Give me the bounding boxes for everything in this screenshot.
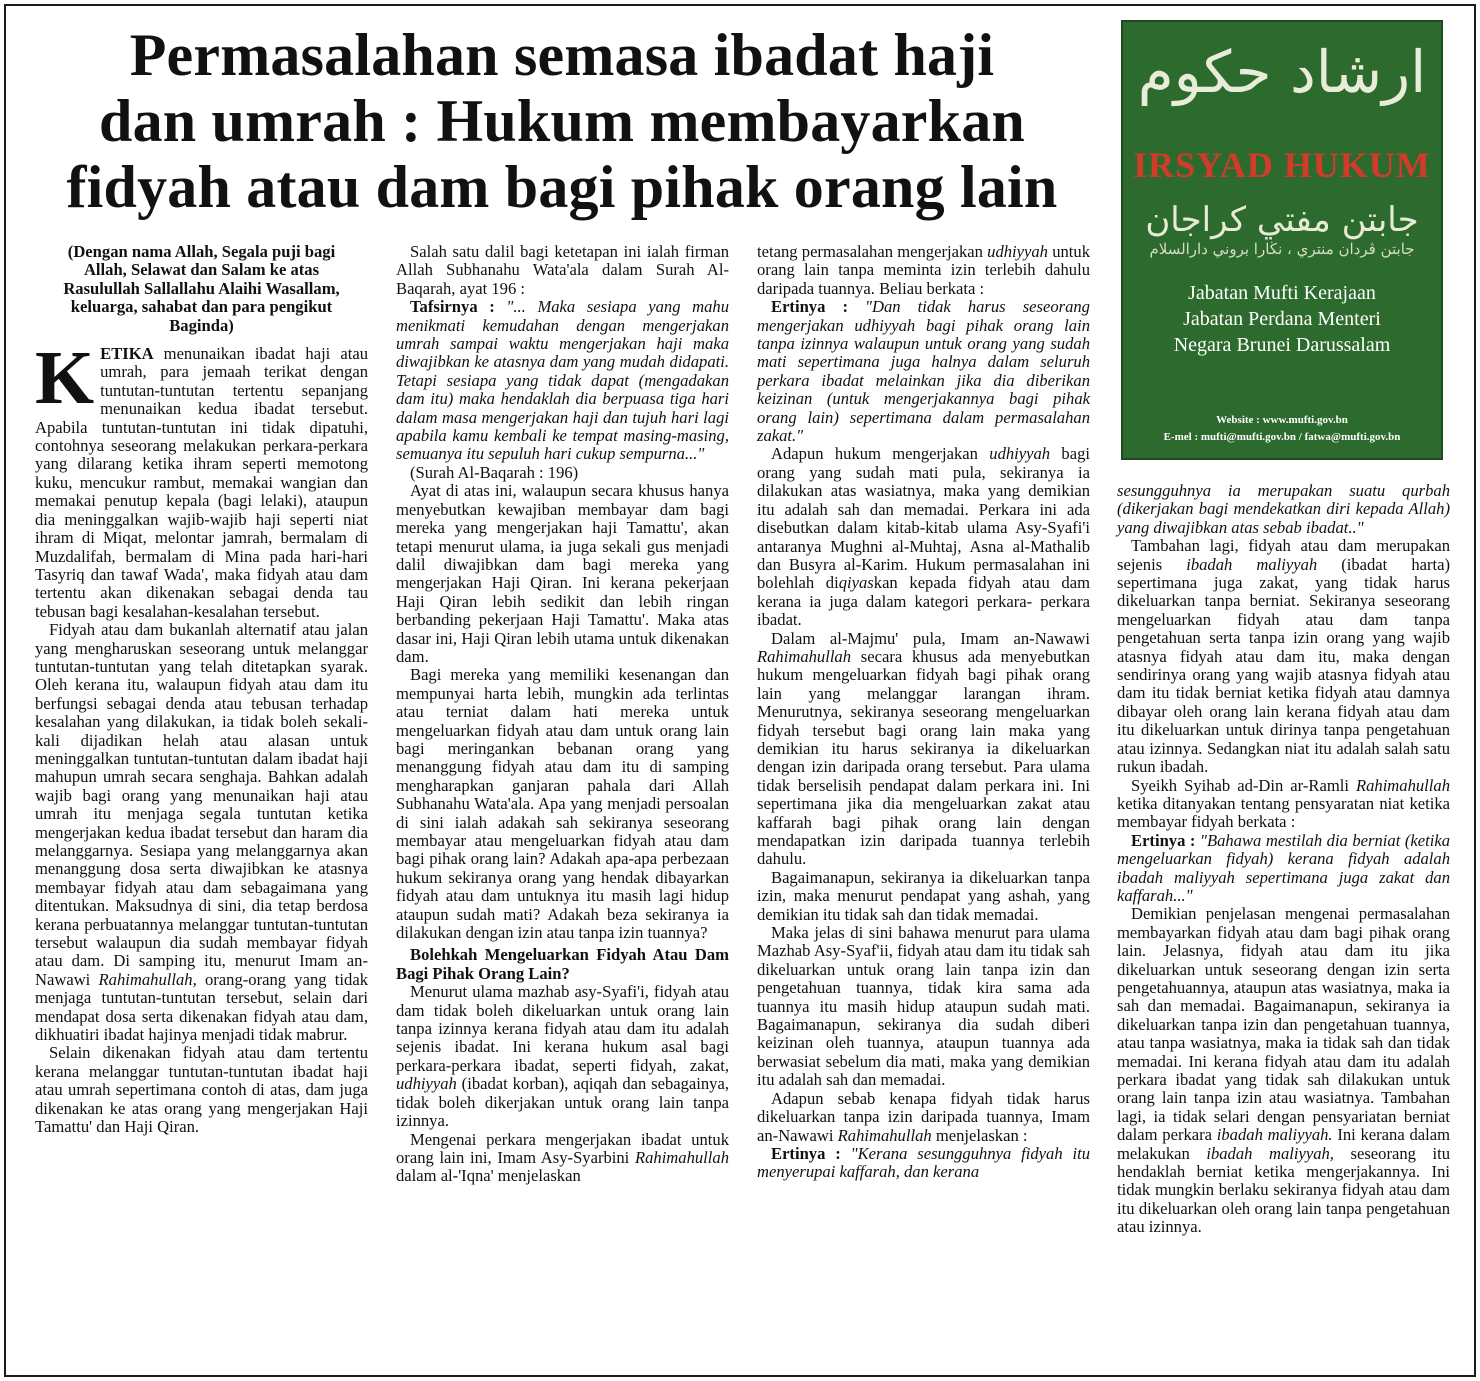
col3-p6-text-a: Adapun sebab kenapa fidyah tidak harus dikeluarkan tanpa izin daripada tuannya, Imam an-Nawawi — [757, 1088, 1090, 1145]
ertinya-text-1: "Dan tidak harus seseorang mengerjakan udhiyyah bagi pihak orang lain tanpa izinnya walaupun untuk orang yang sudah mati sepertimana juga halnya dalam seluruh perkara ibadat melainkan jika dia diberikan keizinan (untuk mengerjakannya bagi pihak orang lain) sepertimana dalam permasalahan zakat." — [757, 297, 1090, 446]
col3-paragraph-5: Maka jelas di sini bahawa menurut para ulama Mazhab Asy-Syaf'ii, fidyah atau dam itu tidak sah dikeluarkan untuk orang lain tanpa izin dan pengetahuan tuannya, tidak kira sama ada tuannya itu masih hidup ataupun sudah mati. Bagaimanapun, sekiranya dia sudah diberi keizinan oleh tuannya, ataupun tuannya ada berwasiat sebelum dia mati, maka yang demikian itu adalah sah dan memadai. — [757, 923, 1090, 1090]
col3-p1-italic: udhiyyah — [987, 242, 1048, 261]
col4-p1-italic: ibadah maliyyah — [1186, 554, 1318, 574]
col2-paragraph-4 — [396, 983, 729, 1130]
col3-paragraph-1 — [757, 243, 1090, 298]
article-column-1 — [35, 243, 368, 1137]
logo-line-1: Jabatan Mufti Kerajaan — [1188, 282, 1376, 304]
headline-line-3: fidyah atau dam bagi pihak orang lain — [66, 154, 1058, 220]
col1-paragraph-1 — [35, 336, 368, 621]
col2-paragraph-5 — [396, 1131, 729, 1186]
col4-ertinya-text: "Bahawa mestilah dia berniat (ketika mengeluarkan fidyah) kerana fidyah adalah ibadah maliyyah sepertimana juga zakat dan kaffarah..." — [1117, 830, 1450, 905]
col1-p2-text-a: Fidyah atau dam bukanlah alternatif atau jalan yang mengharuskan seseorang untuk melanggar tuntutan-tuntutan yang telah ditetapkan syarak. Oleh kerana itu, walaupun fidyah atau dam itu berfungsi sebagai denda atau tebusan terhadap kesalahan yang dilakukan, ia tidak boleh sekali-kali dijadikan helah atau alasan untuk meninggalkan tuntutan-tuntutan dalam ibadat haji mahupun umrah secara senghaja. Bahkan adalah wajib bagi orang yang menunaikan haji atau umrah itu menjaga segala tuntutan ketika mengerjakan kedua ibadat tersebut dan haram dia melanggarnya. Sesiapa yang melanggarnya akan menanggung dosa serta diwajibkan ke atasnya membayar fidyah atau dam sebagaimana yang ditentukan. Maksudnya di sini, dia tetap berdosa kerana perbuatannya melanggar tuntutan-tuntutan tersebut walaupun dia sudah membayar fidyah atau dam. Di samping itu, menurut Imam an-Nawawi — [35, 620, 368, 989]
logo-line-2: Jabatan Perdana Menteri — [1183, 308, 1381, 330]
col3-p3-text-b: secara khusus ada menyebutkan hukum mengeluarkan fidyah bagi pihak orang lain yang melanggar larangan ihram. Menurutnya, sekiranya seseorang mengeluarkan fidyah tersebut bagi orang lain maka yang demikian itu harus sekiranya ia dikeluarkan dengan izin daripada orang tersebut. Para ulama tidak berselisih pendapat dalam perkara ini. Ini sepertimana jika dia mengeluarkan zakat atau kaffarah bagi pihak orang lain dengan mendapatkan izin daripada tuannya terlebih dahulu. — [757, 646, 1090, 869]
surah-reference: (Surah Al-Baqarah : 196) — [410, 462, 579, 482]
col2-p4-text-a: Menurut ulama mazhab asy-Syafi'i, fidyah atau dam tidak boleh dikeluarkan untuk orang lain tanpa izinnya kerana fidyah atau dam itu adalah sejenis ibadat. Ini kerana hukum asal bagi perkara-perkara ibadat, seperti fidyah, zakat, — [396, 982, 729, 1075]
ertinya-label-2: Ertinya : — [771, 1143, 841, 1163]
headline — [12, 22, 1112, 220]
section-subheading: Bolehkah Mengeluarkan Fidyah Atau Dam Bagi Pihak Orang Lain? — [396, 945, 729, 983]
col4-p3-text-a: Demikian penjelasan mengenai permasalahan membayarkan fidyah atau dam bagi pihak orang lain. Jelasnya, fidyah atau dam itu jika dikeluarkan untuk seseorang dengan izin serta pengetahuannya, ataupun atas wasiatnya, maka ia sah dan memadai. Bagaimanapun, sekiranya ia dikeluarkan tanpa izin dan pengetahuan tuannya, atau tanpa wasiatnya, maka ia tidak sah dan tidak memadai. Ini kerana fidyah atau dam itu adalah perkara ibadat yang tidak sah dilakukan untuk orang lain tanpa izin atau wasiatnya. Tambahan lagi, ia tidak selari dengan pensyariatan berniat dalam perkara — [1117, 904, 1450, 1145]
col4-p2-text-b: ketika ditanyakan tentang pensyaratan niat ketika membayar fidyah berkata : — [1117, 793, 1450, 832]
col3-p3-italic: Rahimahullah — [757, 646, 852, 666]
tafsir-text: "... Maka sesiapa yang mahu menikmati kemudahan dengan mengerjakan umrah sampai waktu mengerjakan haji maka diwajibkan ke atasnya dam yang mudah didapati. Tetapi sesiapa yang tidak dapat (mengadakan dam itu) maka hendaklah dia berpuasa tiga hari dalam masa mengerjakan haji dan tujuh hari lagi apabila kamu kembali ke tempat masing-masing, semuanya itu sepuluh hari cukup sempurna..." — [396, 297, 729, 464]
col4-p3-italic-2: ibadah maliyyah, — [1206, 1143, 1334, 1163]
col3-p2-text-a: Adapun hukum mengerjakan — [771, 444, 990, 464]
col3-p2-text-c: kan kepada fidyah atau dam kerana ia juga dalam kategori perkara- perkara ibadat. — [757, 573, 1091, 630]
drop-cap: K — [35, 336, 95, 421]
logo-arabic-org-sub: جابتن ڤردان منتري ، نڬارا بروني دارالسلام — [1149, 240, 1415, 258]
lead-word: ETIKA — [100, 344, 154, 364]
ertinya-label-1: Ertinya : — [771, 297, 848, 317]
col3-p3-text-a: Dalam al-Majmu' pula, Imam an-Nawawi — [771, 628, 1090, 648]
col4-continuation — [1117, 482, 1450, 537]
logo-arabic-calligraphy: ارشاد حكوم — [1137, 38, 1427, 106]
col2-paragraph-2: Ayat di atas ini, walaupun secara khusus hanya menyebutkan kewajiban membayar dam bagi mereka yang mengerjakan haji Tamattu', akan tetapi menurut ulama, ia juga sekali gus menjadi dalil diwajibkan dam bagi mereka yang mengerjakan Haji Qiran. Ini kerana pekerjaan Haji Qiran lebih sedikit dan lebih ringan berbanding pekerjaan Haji Tamattu'. Maka atas dasar ini, Haji Qiran lebih utama untuk dikenakan dam. — [396, 481, 729, 666]
col3-p2-italic-2: qiyas — [838, 573, 874, 593]
col3-ertinya-1 — [757, 298, 1090, 445]
col3-paragraph-3 — [757, 630, 1090, 869]
col3-paragraph-2 — [757, 445, 1090, 629]
col4-p2-italic: Rahimahullah — [1355, 775, 1450, 795]
logo-arabic-org: جابتن مفتي كراجان — [1145, 200, 1419, 240]
col2-p4-italic: udhiyyah — [396, 1074, 457, 1094]
logo-line-3: Negara Brunei Darussalam — [1173, 334, 1391, 356]
col4-ertinya-label: Ertinya : — [1131, 830, 1196, 850]
article-column-3 — [757, 243, 1090, 1182]
col2-p5-text-a: Mengenai perkara mengerjakan ibadat untuk orang lain ini, Imam Asy-Syarbini — [396, 1129, 729, 1167]
col2-paragraph-1: Salah satu dalil bagi ketetapan ini ialah firman Allah Subhanahu Wata'ala dalam Surah Al-Baqarah, ayat 196 : — [396, 242, 729, 298]
intro-blessing: (Dengan nama Allah, Segala puji bagi Allah, Selawat dan Salam ke atas Rasulullah Sallallahu Alaihi Wasallam, keluarga, sahabat dan para pengikut Baginda) — [63, 242, 340, 335]
col4-p3-text-c: seseorang itu hendaklah berniat ketika mengerjakannya. Ini tidak mungkin berlaku sekiranya fidyah atau dam itu dikeluarkan oleh orang lain tanpa pengetahuan atau izinnya. — [1117, 1143, 1450, 1237]
col3-ertinya-2 — [757, 1145, 1090, 1182]
col3-p2-italic-1: udhiyyah — [989, 444, 1051, 464]
article-column-2 — [396, 243, 729, 1186]
col2-p5-text-b: dalam al-'Iqna' menjelaskan — [396, 1166, 581, 1186]
logo-email: E-mel : mufti@mufti.gov.bn / fatwa@mufti.gov.bn — [1163, 431, 1401, 443]
col4-paragraph-2 — [1117, 777, 1450, 832]
col4-ertinya — [1117, 832, 1450, 906]
col3-paragraph-6 — [757, 1090, 1090, 1145]
col4-continuation-text: sesungguhnya ia merupakan suatu qurbah (dikerjakan bagi mendekatkan diri kepada Allah) yang diwajibkan atas sebab ibadat.." — [1117, 481, 1450, 537]
col3-paragraph-4: Bagaimanapun, sekiranya ia dikeluarkan tanpa izin, maka menurut pendapat yang ashah, yang demikian itu tidak sah dan tidak memadai. — [757, 867, 1090, 924]
logo-website: Website : www.mufti.gov.bn — [1216, 414, 1348, 426]
tafsir-label: Tafsirnya : — [410, 297, 495, 317]
logo-title: IRSYAD HUKUM — [1133, 145, 1431, 185]
col4-p2-text-a: Syeikh Syihab ad-Din ar-Ramli — [1131, 775, 1356, 795]
col4-p3-italic-1: ibadah maliyyah. — [1216, 1125, 1333, 1145]
col1-paragraph-3: Selain dikenakan fidyah atau dam tertentu kerana melanggar tuntutan-tuntutan ibadat haji atau umrah sepertimana contoh di atas, dam juga dikenakan ke atas orang yang mengerjakan Haji Tamattu' dan Haji Qiran. — [35, 1043, 368, 1137]
col1-paragraph-2 — [35, 621, 368, 1044]
col2-paragraph-3: Bagi mereka yang memiliki kesenangan dan mempunyai harta lebih, mungkin ada terlintas atau terniat dalam hati mereka untuk mengeluarkan fidyah atau dam untuk orang lain bagi meringankan bebanan orang yang menanggung fidyah atau dam itu di samping mengharapkan ganjaran pahala dari Allah Subhanahu Wata'ala. Apa yang menjadi persoalan di sini ialah adakah sah sekiranya seseorang membayar atau mengeluarkan fidyah atau dam bagi pihak orang lain? Adakah apa-apa perbezaan hukum sekiranya orang yang hendak dibayarkan fidyah atau dam untuknya itu masih lagi hidup ataupun sudah mati? Adakah beza sekiranya ia dilakukan dengan izin atau tanpa izin tuannya? — [396, 665, 729, 943]
headline-line-1: Permasalahan semasa ibadat haji — [129, 22, 995, 88]
headline-line-2: dan umrah : Hukum membayarkan — [99, 88, 1025, 154]
col3-p6-text-b: menjelaskan : — [931, 1125, 1028, 1145]
col4-p3-text-b: Ini kerana dalam melakukan — [1117, 1125, 1450, 1163]
article-column-4 — [1117, 482, 1450, 1237]
col4-p1-text-b: (ibadat harta) sepertimana juga zakat, yang tidak harus dikeluarkan tanpa berniat. Sekiranya seseorang mengeluarkan fidyah atau dam tanpa pengetahuan serta tanpa izin orang yang wajib atasnya fidyah atau dam itu, maka dengan sendirinya orang yang wajib atasnya fidyah atau dam itu tidak berniat ketika fidyah atau damnya dibayar oleh orang lain kerana fidyah atau dam itu dikeluarkan untuk dirinya tanpa pengetahuan atau izinnya. Sedangkan niat itu adalah salah satu rukun ibadah. — [1117, 554, 1451, 777]
col3-p2-text-b: bagi orang yang sudah mati pula, sekiranya ia dilakukan atas wasiatnya, maka yang demikian itu adalah sah dan memadai. Perkara ini ada disebutkan dalam kitab-kitab ulama Asy-Syafi'i antaranya Mughni al-Muhtaj, Asna al-Mathalib dan Busyra al-Karim. Hukum permasalahan ini bolehlah di — [757, 444, 1090, 593]
col2-tafsir — [396, 298, 729, 464]
col2-p5-italic: Rahimahullah — [634, 1147, 729, 1167]
irsyad-hukum-logo — [1121, 20, 1443, 460]
col3-p1-text-b: untuk orang lain tanpa meminta izin terlebih dahulu daripada tuannya. Beliau berkata : — [757, 242, 1090, 298]
col4-paragraph-3 — [1117, 905, 1450, 1236]
col1-p2-italic: Rahimahullah, — [98, 969, 197, 989]
col1-p2-text-b: orang-orang yang tidak menjaga tuntutan-tuntutan tersebut, selain dari mendapat dosa serta dikenakan fidyah atau dam, dikhuatiri ibadat hajinya menjadi tidak mabrur. — [35, 969, 368, 1045]
col1-p1-text: menunaikan ibadat haji atau umrah, para jemaah terikat dengan tuntutan-tuntutan tertentu sepanjang menunaikan kedua ibadat tersebut. Apabila tuntutan-tuntutan ini tidak dipatuhi, contohnya seseorang melakukan perkara-perkara yang dilarang ketika ihram seperti memotong kuku, mencukur rambut, memakai wangian dan memakai penutup kepala (bagi lelaki), ataupun dia meninggalkan wajib-wajib haji seperti niat ihram di Miqat, melontar jamrah, bermalam di Muzdalifah, bermalam di Mina pada hari-hari Tasyriq dan tawaf Wada', maka fidyah atau dam tertentu akan dikenakan sebagai denda tau tebusan bagi kesalahan-kesalahan tersebut. — [35, 344, 368, 621]
col2-p4-text-b: (ibadat korban), aqiqah dan sebagainya, tidak boleh dikerjakan untuk orang lain tanpa izinnya. — [396, 1074, 729, 1131]
col3-p1-text-a: tetang permasalahan mengerjakan — [757, 242, 988, 261]
ertinya-text-2: "Kerana sesungguhnya fidyah itu menyerupai kaffarah, dan kerana — [757, 1143, 1090, 1182]
col3-p6-italic: Rahimahullah — [837, 1125, 932, 1145]
col4-p1-text-a: Tambahan lagi, fidyah atau dam merupakan sejenis — [1117, 536, 1450, 574]
col4-paragraph-1 — [1117, 537, 1450, 776]
